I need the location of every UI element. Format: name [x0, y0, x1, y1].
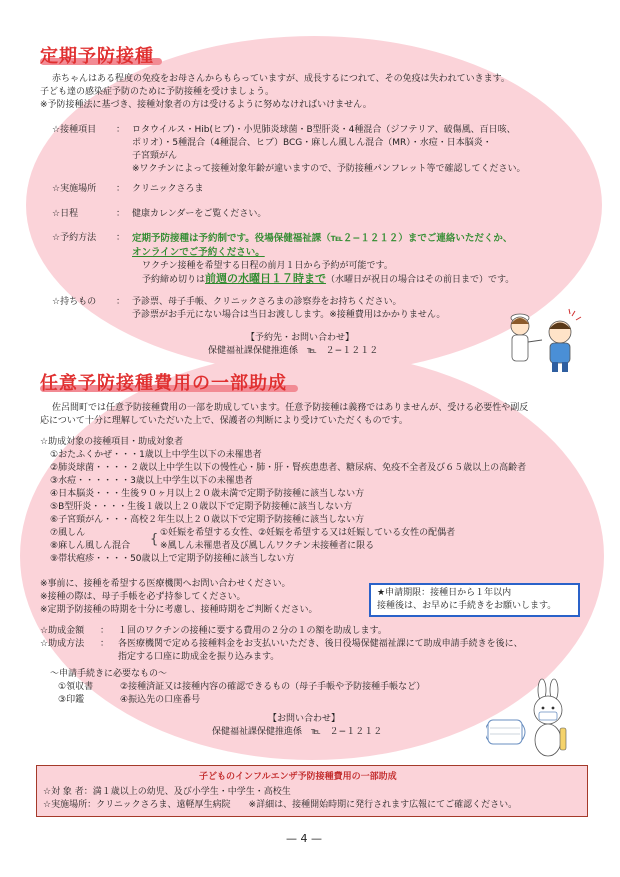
bring-line-2: 予診票がお手元にない場合は当日お渡しします。※接種費用はかかりません。 — [132, 310, 446, 320]
nurse-child-illustration — [498, 302, 586, 374]
deadline-notice-line-2: 接種後は、お早めに手続きをお願いします。 — [377, 601, 557, 611]
booking-deadline: 前週の水曜日１７時まで — [205, 272, 327, 285]
amount-value: １回のワクチンの接種に要する費用の２分の１の額を助成します。 — [118, 626, 387, 636]
method-line-2: 指定する口座に助成金を振り込みます。 — [118, 652, 280, 662]
place-label: ☆実施場所 — [52, 184, 97, 194]
eligible-item-2: ②肺炎球菌・・・・２歳以上中学生以下の慢性心・肺・肝・腎疾患患者、糖尿病、免疫不全者及び６５歳以上の高齢者 — [50, 463, 527, 473]
section1-intro-3: ※予防接種法に基づき、接種対象者の方は受けるように努めなければいけません。 — [40, 100, 372, 110]
eligible-item-1: ①おたふくかぜ・・・1歳以上中学生以下の未罹患者 — [50, 450, 262, 460]
influenza-subsidy-line-1: ☆対 象 者：満１歳以上の幼児、及び小学生・中学生・高校生 — [43, 787, 291, 797]
date-colon: ： — [116, 209, 126, 219]
mask-bunny-illustration — [486, 678, 578, 762]
docs-item-1: ①領収書 — [58, 682, 94, 692]
section1-contact-title: 【予約先・お問い合わせ】 — [246, 333, 355, 343]
docs-title: 〜申請手続きに必要なもの〜 — [50, 669, 168, 679]
section1-intro-2: 子ども達の感染症予防のために予防接種を受けましょう。 — [40, 87, 275, 97]
eligible-item-3: ③水痘・・・・・・3歳以上中学生以下の未罹患者 — [50, 476, 253, 486]
influenza-subsidy-title: 子どものインフルエンザ予防接種費用の一部助成 — [199, 772, 397, 782]
bring-label: ☆持ちもの — [52, 297, 97, 307]
docs-item-3: ③印鑑 — [58, 695, 85, 705]
items-line-4: ※ワクチンによって接種対象年齢が違いますので、予防接種パンフレット等で確認してください。 — [132, 164, 526, 174]
section2-intro-2: 応について十分に理解していただいた上で、保護者の判断により受けていただくものです。 — [40, 416, 408, 426]
booking-line-4-pre: 予約締め切りは — [142, 275, 206, 285]
bring-line-1: 予診票、母子手帳、クリニックさろまの診察券をお持ちください。 — [132, 297, 402, 307]
amount-label: ☆助成金額 — [40, 626, 85, 636]
items-line-1: ロタウイルス・Hib(ヒブ)・小児肺炎球菌・B型肝炎・4種混合（ジフテリア、破傷風、百日咳、 — [132, 125, 516, 135]
eligible-item-6: ⑥子宮頸がん・・・高校２年生以上２０歳以下で定期予防接種に該当しない方 — [50, 515, 365, 525]
docs-item-2: ②接種済証又は接種内容の確認できるもの（母子手帳や予防接種手帳など） — [120, 682, 426, 692]
items-line-3: 子宮頸がん — [132, 151, 178, 161]
booking-colon: ： — [116, 233, 126, 243]
page-number: — 4 — — [286, 832, 322, 845]
item78-detail-2: ※風しん未罹患者及び風しんワクチン未接種者に限る — [160, 541, 375, 551]
section2-contact-title: 【お問い合わせ】 — [268, 714, 341, 724]
method-label: ☆助成方法 — [40, 639, 85, 649]
section1-intro-1: 赤ちゃんはある程度の免疫をお母さんからもらっていますが、成長するにつれて、その免疫は失われていきます。 — [52, 74, 510, 84]
eligible-item-9: ⑨帯状疱疹・・・・50歳以上で定期予防接種に該当しない方 — [50, 554, 295, 564]
items-line-2: ポリオ）・5種混合（4種混合、ヒブ）BCG・麻しん風しん混合（MR）・水痘・日本脳炎・ — [132, 138, 492, 148]
items-label: ☆接種項目 — [52, 125, 97, 135]
eligible-item-7: ⑦風しん — [50, 528, 86, 538]
items-colon: ： — [116, 125, 126, 135]
docs-item-4: ④振込先の口座番号 — [120, 695, 201, 705]
section1-contact: 保健福祉課保健推進係 ℡ ２−１２１２ — [208, 346, 379, 356]
place-value: クリニックさろま — [132, 184, 204, 194]
method-line-1: 各医療機関で定める接種料金をお支払いいただき、後日役場保健福祉課にて助成申請手続きを後に、 — [118, 639, 523, 649]
section2-intro-1: 佐呂間町では任意予防接種費用の一部を助成しています。任意予防接種は義務ではありませんが、受ける必要性や副反 — [52, 403, 529, 413]
note-3: ※定期予防接種の時期を十分に考慮し、接種時期をご判断ください。 — [40, 605, 318, 615]
booking-line-2: オンラインでご予約ください。 — [132, 247, 265, 258]
item78-bracket: { — [150, 532, 159, 547]
influenza-subsidy-box — [36, 765, 588, 817]
influenza-subsidy-line-2: ☆実施場所：クリニックさろま、遠軽厚生病院 ※詳細は、接種開始時期に発行されます広報にてご確認ください。 — [43, 800, 518, 810]
booking-line-3: ワクチン接種を希望する日程の前月１日から予約が可能です。 — [142, 261, 393, 271]
section2-title: 任意予防接種費用の一部助成 — [40, 373, 287, 394]
booking-line-4-post: （水曜日が祝日の場合はその前日まで）です。 — [326, 275, 515, 285]
eligible-list-title: ☆助成対象の接種項目・助成対象者 — [40, 437, 184, 447]
note-2: ※接種の際は、母子手帳を必ず持参してください。 — [40, 592, 246, 602]
booking-line-1: 定期予防接種は予約制です。役場保健福祉課（℡２−１２１２）までご連絡いただくか、 — [132, 233, 513, 244]
booking-label: ☆予約方法 — [52, 233, 97, 243]
section2-contact: 保健福祉課保健推進係 ℡ ２−１２１２ — [212, 727, 383, 737]
amount-colon: ： — [100, 626, 110, 636]
item78-detail-1: ①妊娠を希望する女性、②妊娠を希望する又は妊娠している女性の配偶者 — [160, 528, 456, 538]
deadline-notice-line-1: ★申請期限：接種日から１年以内 — [377, 588, 512, 598]
method-colon: ： — [100, 639, 110, 649]
date-label: ☆日程 — [52, 209, 79, 219]
section1-title: 定期予防接種 — [40, 46, 154, 67]
eligible-item-4: ④日本脳炎・・・生後９０ヶ月以上２０歳未満で定期予防接種に該当しない方 — [50, 489, 365, 499]
date-value: 健康カレンダーをご覧ください。 — [132, 209, 267, 219]
eligible-item-5: ⑤B型肝炎・・・・生後１歳以上２０歳以下で定期予防接種に該当しない方 — [50, 502, 353, 512]
booking-line-4 — [142, 272, 514, 287]
eligible-item-8: ⑧麻しん風しん混合 — [50, 541, 131, 551]
bring-colon: ： — [116, 297, 126, 307]
note-1: ※事前に、接種を希望する医療機関へお問い合わせください。 — [40, 579, 291, 589]
deadline-notice-box — [369, 583, 580, 617]
place-colon: ： — [116, 184, 126, 194]
